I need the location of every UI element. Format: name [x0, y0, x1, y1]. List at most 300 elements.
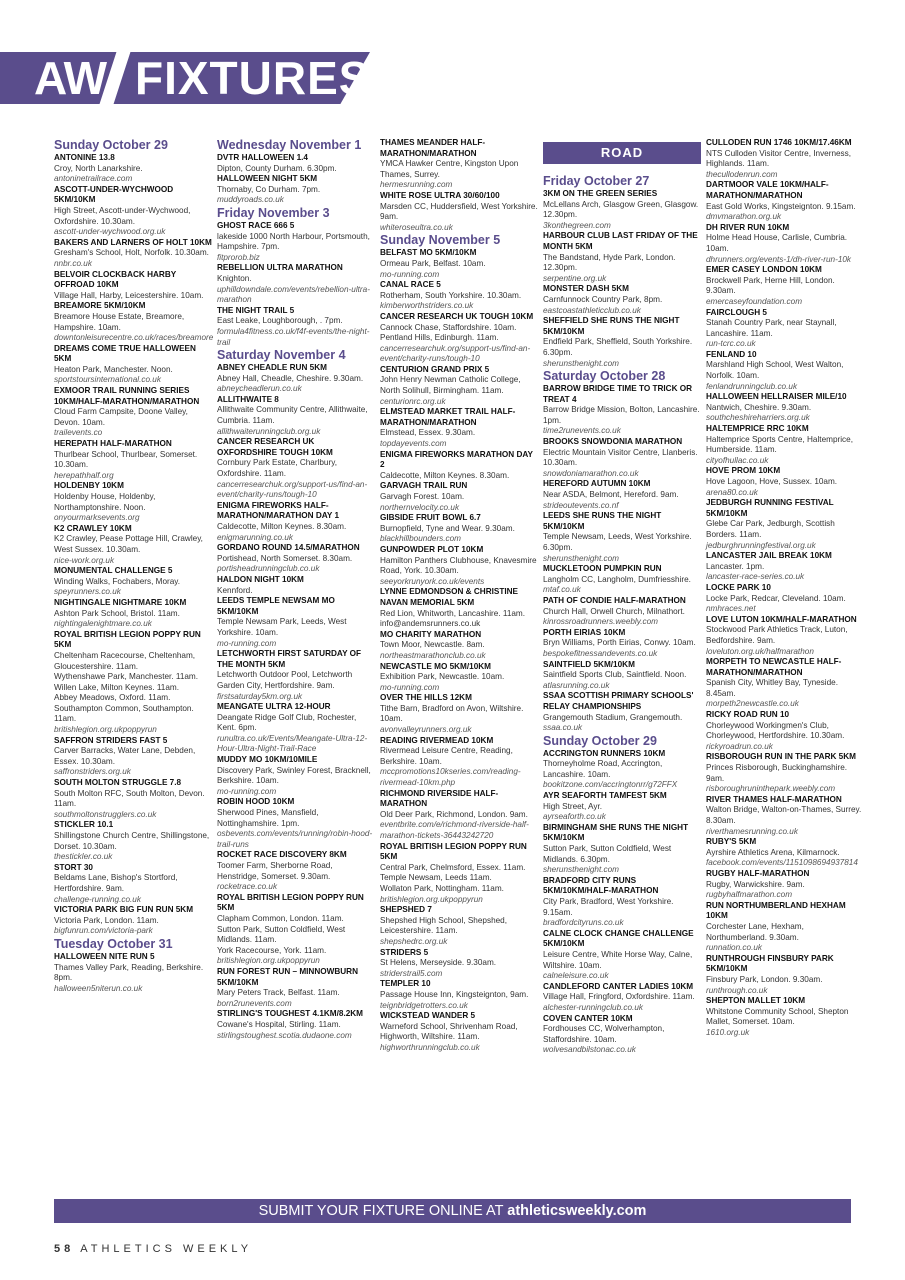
event-name: SOUTH MOLTON STRUGGLE 7.8	[54, 778, 182, 788]
event-name: MONUMENTAL CHALLENGE 5	[54, 566, 173, 576]
fixtures-column-5	[706, 138, 864, 1038]
event-url[interactable]: highworthrunningclub.co.uk	[380, 1042, 480, 1052]
event-name: SAINTFIELD 5KM/10KM	[543, 659, 635, 669]
event-name: WICKSTEAD WANDER 5	[380, 1011, 476, 1021]
event-name: SHEFFIELD SHE RUNS THE NIGHT 5KM/10KM	[543, 316, 680, 336]
event-url[interactable]: bespokefitnessandevents.co.uk	[543, 648, 658, 658]
event-url[interactable]: bookitzone.com/accringtonrr/g72FFX	[543, 780, 678, 790]
event-details: Caldecotte, Milton Keynes. 8.30am.	[217, 522, 347, 531]
event-details: Abney Hall, Cheadle, Cheshire. 9.30am.	[217, 373, 364, 383]
event-url[interactable]: fitprorob.biz	[217, 252, 260, 262]
event-url[interactable]: whiteroseultra.co.uk	[380, 222, 453, 232]
event-name: ENIGMA FIREWORKS HALF-MARATHON/MARATHON DAY 1	[217, 500, 340, 521]
event-name: FAIRCLOUGH 5	[706, 307, 767, 317]
event-details: Marsden CC, Huddersfield, West Yorkshire. 9am.	[380, 201, 538, 222]
date-heading: Friday November 3	[217, 205, 330, 220]
event-url[interactable]: cancerresearchuk.org/support-us/find-an-event/charity-runs/tough-10	[380, 343, 531, 364]
event-details: Thornaby, Co Durham. 7pm.	[217, 184, 321, 194]
event-details: Brockwell Park, Herne Hill, London. 9.30am.	[706, 275, 835, 296]
event-details: Stanah Country Park, near Staynall, Lancashire. 11am.	[706, 318, 837, 338]
event-details: NTS Culloden Visitor Centre, Inverness, Highlands. 11am.	[706, 148, 852, 169]
event-details: Warneford School, Shrivenham Road, Highworth, Wiltshire. 11am.	[380, 1021, 518, 1042]
fixtures-column-3	[380, 138, 538, 1053]
event-url[interactable]: runultra.co.uk/Events/Meangate-Ultra-12-Hour-Ultra-Night-Trail-Race	[217, 733, 368, 754]
event-name: MUDDY MO 10KM/10MILE	[217, 755, 318, 765]
event-url[interactable]: rugbyhalfmarathon.com	[706, 890, 793, 900]
event-details: Endfield Park, Sheffield, South Yorkshire. 6.30pm.	[543, 337, 693, 357]
event-name: FENLAND 10	[706, 349, 757, 359]
event-url[interactable]: blackhillbounders.com	[380, 534, 462, 544]
event-name: BIRMINGHAM SHE RUNS THE NIGHT 5KM/10KM	[543, 822, 689, 843]
event-name: RISBOROUGH RUN IN THE PARK 5KM	[706, 752, 856, 762]
submit-fixture-banner[interactable]	[54, 1199, 851, 1223]
event-url[interactable]: britishlegion.org.ukpoppyrun	[217, 956, 320, 966]
event-name: ROCKET RACE DISCOVERY 8KM	[217, 850, 347, 860]
event-details: Cowane's Hospital, Stirling. 11am.	[217, 1019, 341, 1029]
event-url[interactable]: serpentine.org.uk	[543, 273, 607, 283]
event-url[interactable]: speyrunners.co.uk	[54, 587, 121, 597]
event-name: CANAL RACE 5	[380, 280, 441, 290]
event-name: BELVOIR CLOCKBACK HARBY OFFROAD 10KM	[54, 269, 177, 290]
event-name: RUN NORTHUMBERLAND HEXHAM 10KM	[706, 900, 846, 921]
event-details: Rugby, Warwickshire. 9am.	[706, 879, 805, 889]
event-name: EXMOOR TRAIL RUNNING SERIES 10KM/HALF-MARATHON/MARATHON	[54, 386, 200, 406]
event-details: Carnfunnock Country Park, 8pm.	[543, 294, 663, 304]
event-url[interactable]: born2runevents.com	[217, 998, 292, 1008]
date-heading: Saturday November 4	[217, 348, 346, 363]
event-name: DARTMOOR VALE 10KM/HALF-MARATHON/MARATHON	[706, 180, 829, 200]
event-name: AYR SEAFORTH TAMFEST 5KM	[543, 791, 667, 801]
event-url[interactable]: ssaa.co.uk	[543, 723, 583, 733]
event-url[interactable]: britishlegion.org.ukpoppyrun	[54, 725, 157, 735]
event-details: info@andemsrunners.co.uk	[380, 619, 481, 629]
event-details: Electric Mountain Visitor Centre, Llanberis. 10.30am.	[543, 447, 698, 468]
event-name: EMER CASEY LONDON 10KM	[706, 265, 822, 275]
event-details: Hamilton Panthers Clubhouse, Knavesmire Road, York. 10.30am.	[380, 555, 537, 576]
event-url[interactable]: dhrunners.org/events-1/dh-river-run-10k	[706, 254, 852, 264]
event-details: Village Hall, Harby, Leicestershire. 10am.	[54, 290, 204, 300]
event-details: High Street, Ascott-under-Wychwood, Oxfordshire. 10.30am.	[54, 205, 191, 226]
event-url[interactable]: formula4fitness.co.uk/f4f-events/the-night-trail	[217, 326, 370, 347]
event-details: Breamore House Estate, Breamore, Hampshire. 10am.	[54, 311, 185, 332]
event-details: Passage House Inn, Kingsteignton, 9am.	[380, 989, 529, 999]
event-name: RUN FOREST RUN – MINNOWBURN 5KM/10KM	[217, 966, 359, 987]
event-url[interactable]: runnation.co.uk	[706, 943, 762, 953]
event-details: lakeside 1000 North Harbour, Portsmouth, Hampshire. 7pm.	[217, 231, 370, 252]
event-url[interactable]: portisheadrunningclub.co.uk	[217, 564, 320, 574]
event-name: MONSTER DASH 5KM	[543, 284, 629, 294]
event-name: GUNPOWDER PLOT 10KM	[380, 544, 484, 554]
event-details: South Molton RFC, South Molton, Devon. 11am.	[54, 788, 205, 809]
event-url[interactable]: mccpromotions10kseries.com/reading-rivermead-10km.php	[380, 767, 521, 788]
banner-brand: AW	[34, 52, 107, 104]
event-url[interactable]: riverthamesrunning.co.uk	[706, 826, 798, 836]
event-url[interactable]: emercaseyfoundation.com	[706, 296, 803, 306]
event-url[interactable]: uphilldowndale.com/events/rebellion-ultra-marathon	[217, 284, 370, 305]
event-name: SAFFRON STRIDERS FAST 5	[54, 735, 168, 745]
event-details: Thurlbear School, Thurlbear, Somerset. 10.30am.	[54, 449, 198, 470]
event-details: John Henry Newman Catholic College, North Solihull, Birmingham. 11am.	[380, 375, 521, 396]
event-url[interactable]: alchester-runningclub.co.uk	[543, 1002, 643, 1012]
event-url[interactable]: southmoltonstrugglers.co.uk	[54, 809, 157, 819]
event-url[interactable]: risboroughruninthepark.weebly.com	[706, 784, 836, 794]
event-url[interactable]: morpeth2newcastle.co.uk	[706, 699, 799, 709]
event-name: THE NIGHT TRAIL 5	[217, 305, 295, 315]
event-url[interactable]: sherunsthenight.com	[543, 553, 620, 563]
event-url[interactable]: saffronstriders.org.uk	[54, 767, 131, 777]
event-details: Town Moor, Newcastle. 8am.	[380, 640, 485, 650]
event-name: CULLODEN RUN 1746 10KM/17.46KM	[706, 138, 852, 147]
event-details: Mary Peters Track, Belfast. 11am.	[217, 988, 340, 998]
event-url[interactable]: abneycheadlerun.co.uk	[217, 384, 302, 394]
event-name: PATH OF CONDIE HALF-MARATHON	[543, 595, 686, 605]
event-url[interactable]: stirlingstoughest.scotia.dudaone.com	[217, 1030, 352, 1040]
event-url[interactable]: bradfordcityruns.co.uk	[543, 918, 624, 928]
event-details: Stockwood Park Athletics Track, Luton, Bedfordshire. 9am.	[706, 625, 848, 645]
event-name: RICKY ROAD RUN 10	[706, 710, 790, 720]
event-url[interactable]: lancaster-race-series.co.uk	[706, 572, 805, 582]
event-name: ASCOTT-UNDER-WYCHWOOD 5KM/10KM	[54, 184, 174, 205]
event-url[interactable]: run-tcrc.co.uk	[706, 339, 756, 349]
event-url[interactable]: time2runevents.co.uk	[543, 426, 621, 436]
event-name: COVEN CANTER 10KM	[543, 1013, 633, 1023]
event-details: Church Hall, Orwell Church, Milnathort.	[543, 606, 685, 616]
event-name: ANTONINE 13.8	[54, 153, 115, 162]
submit-text: SUBMIT YOUR FIXTURE ONLINE AT	[258, 1203, 508, 1219]
event-url[interactable]: striderstrail5.com	[380, 968, 443, 978]
event-url[interactable]: thecullodenrun.com	[706, 169, 778, 179]
event-details: Willen Lake, Milton Keynes. 11am.	[54, 682, 179, 692]
event-details: Chorleywood Workingmen's Club, Chorleywood, Hertfordshire. 10.30am.	[706, 720, 845, 741]
event-name: CANCER RESEARCH UK TOUGH 10KM	[380, 311, 534, 321]
fixtures-column-4	[543, 138, 701, 1056]
event-url[interactable]: centurionrc.org.uk	[380, 396, 446, 406]
fixtures-column-1	[54, 138, 212, 994]
event-details: Barrow Bridge Mission, Bolton, Lancashire. 1pm.	[543, 405, 700, 425]
event-url[interactable]: downtonleisurecentre.co.uk/races/breamore	[54, 333, 214, 343]
event-name: GIBSIDE FRUIT BOWL 6.7	[380, 513, 481, 523]
event-name: LOVE LUTON 10KM/HALF-MARATHON	[706, 614, 857, 624]
date-heading: Sunday November 5	[380, 233, 501, 248]
event-details: Fordhouses CC, Wolverhampton, Staffordshire. 10am.	[543, 1024, 665, 1044]
date-heading: Saturday October 28	[543, 369, 666, 384]
banner-title: FIXTURES	[135, 52, 371, 104]
event-details: East Gold Works, Kingsteignton. 9.15am.	[706, 201, 856, 211]
event-details: Grangemouth Stadium, Grangemouth.	[543, 712, 683, 722]
event-url[interactable]: calneleisure.co.uk	[543, 971, 609, 981]
fixtures-column-2	[217, 138, 375, 1041]
event-url[interactable]: arena80.co.uk	[706, 487, 758, 497]
event-url[interactable]: strideoutevents.co.nf	[543, 500, 619, 510]
event-url[interactable]: seeyorkrunyork.co.uk/events	[380, 576, 485, 586]
event-url[interactable]: topdayevents.com	[380, 439, 447, 449]
event-url[interactable]: sportstoursinternational.co.uk	[54, 375, 161, 385]
event-url[interactable]: jedburghrunningfestival.org.uk	[706, 540, 816, 550]
event-url[interactable]: 1610.org.uk	[706, 1027, 750, 1037]
event-details: Holme Head House, Carlisle, Cumbria. 10am.	[706, 233, 848, 253]
event-url[interactable]: britishlegion.org.ukpoppyrun	[380, 894, 483, 904]
event-name: LEEDS SHE RUNS THE NIGHT 5KM/10KM	[543, 511, 662, 531]
event-details: York Racecourse, York. 11am.	[217, 945, 327, 955]
event-url[interactable]: northeastmarathonclub.co.uk	[380, 650, 486, 660]
event-url[interactable]: teignbridgetrotters.co.uk	[380, 1000, 468, 1010]
event-name: DH RIVER RUN 10KM	[706, 222, 790, 232]
event-details: Thames Valley Park, Reading, Berkshire. 8pm.	[54, 962, 204, 983]
event-details: Allithwaite Community Centre, Allithwaite, Cumbria. 11am.	[217, 405, 368, 426]
date-heading: Wednesday November 1	[217, 138, 362, 152]
event-url[interactable]: dmvmarathon.org.uk	[706, 212, 782, 222]
event-url[interactable]: allithwaiterunningclub.org.uk	[217, 426, 321, 436]
event-details: Nantwich, Cheshire. 9.30am.	[706, 402, 812, 412]
event-details: East Leake, Loughborough, . 7pm.	[217, 316, 343, 326]
event-details: Leisure Centre, White Horse Way, Calne, Wiltshire. 10am.	[543, 949, 693, 970]
event-url[interactable]: ayrseaforth.co.uk	[543, 812, 606, 822]
event-details: Shepshed High School, Shepshed, Leicestershire. 11am.	[380, 915, 507, 936]
event-details: Near ASDA, Belmont, Hereford. 9am.	[543, 490, 679, 500]
event-details: Pentland Hills, Edinburgh. 11am.	[380, 333, 499, 343]
event-details: Discovery Park, Swinley Forest, Bracknell, Berkshire. 10am.	[217, 765, 371, 786]
event-url[interactable]: eventbrite.com/e/richmond-riverside-half-marathon-tickets-36443242720	[380, 820, 529, 840]
event-url[interactable]: nightingalenightmare.co.uk	[54, 619, 152, 629]
event-details: Deangate Ridge Golf Club, Rochester, Kent. 6pm.	[217, 712, 357, 733]
event-details: Abbey Meadows, Oxford. 11am.	[54, 693, 171, 703]
event-url[interactable]: challenge-running.co.uk	[54, 894, 141, 904]
event-url[interactable]: 3konthegreen.com	[543, 220, 611, 230]
event-details: Winding Walks, Fochabers, Moray.	[54, 576, 181, 586]
event-url[interactable]: osbevents.com/events/running/robin-hood-trail-runs	[217, 829, 373, 849]
event-name: LEEDS TEMPLE NEWSAM MO 5KM/10KM	[217, 596, 335, 616]
event-name: MORPETH TO NEWCASTLE HALF-MARATHON/MARATHON	[706, 657, 842, 677]
event-url[interactable]: kimberworthstriders.co.uk	[380, 301, 474, 311]
event-details: Wollaton Park, Nottingham. 11am.	[380, 883, 504, 893]
event-url[interactable]: mo-running.com	[380, 682, 440, 692]
event-details: Elmstead, Essex. 9.30am.	[380, 428, 476, 438]
event-name: HOLDENBY 10KM	[54, 481, 124, 491]
event-name: SHEPTON MALLET 10KM	[706, 996, 806, 1006]
event-url[interactable]: shepshedrc.org.uk	[380, 936, 448, 946]
event-name: OVER THE HILLS 12KM	[380, 693, 472, 703]
event-details: Rotherham, South Yorkshire. 10.30am.	[380, 290, 522, 300]
event-name: GARVAGH TRAIL RUN	[380, 481, 468, 491]
event-details: Corchester Lane, Hexham, Northumberland. 9.30am.	[706, 921, 804, 942]
event-details: K2 Crawley, Pease Pottage Hill, Crawley, West Sussex. 10.30am.	[54, 534, 203, 554]
event-details: Spanish City, Whitley Bay, Tyneside. 8.45am.	[706, 678, 838, 698]
date-heading: Friday October 27	[543, 174, 650, 188]
event-name: HEREFORD AUTUMN 10KM	[543, 479, 651, 489]
event-name: READING RIVERMEAD 10KM	[380, 735, 494, 745]
event-details: McLellans Arch, Glasgow Green, Glasgow. 12.30pm.	[543, 199, 699, 220]
event-name: DREAMS COME TRUE HALLOWEEN 5KM	[54, 343, 196, 364]
event-url[interactable]: northernvelocity.co.uk	[380, 502, 460, 512]
event-url[interactable]: nice-work.org.uk	[54, 555, 115, 565]
event-details: City Park, Bradford, West Yorkshire. 9.15am.	[543, 897, 674, 917]
event-details: High Street, Ayr.	[543, 801, 603, 811]
event-url[interactable]: hermesrunning.com	[380, 180, 453, 190]
event-name: CENTURION GRAND PRIX 5	[380, 364, 490, 374]
event-name: ROBIN HOOD 10KM	[217, 797, 295, 807]
event-details: St Helens, Merseyside. 9.30am.	[380, 958, 497, 968]
event-name: HARBOUR CLUB LAST FRIDAY OF THE MONTH 5KM	[543, 231, 698, 251]
event-name: NEWCASTLE MO 5KM/10KM	[380, 661, 491, 671]
date-heading: Tuesday October 31	[54, 936, 173, 951]
event-url[interactable]: rickyroadrun.co.uk	[706, 741, 773, 751]
event-name: HEREPATH HALF-MARATHON	[54, 439, 172, 449]
event-name: GORDANO ROUND 14.5/MARATHON	[217, 543, 360, 553]
event-url[interactable]: cancerresearchuk.org/support-us/find-an-event/charity-runs/tough-10	[217, 479, 368, 500]
event-url[interactable]: thestickler.co.uk	[54, 852, 113, 862]
event-details: Beldams Lane, Bishop's Stortford, Hertfordshire. 9am.	[54, 873, 178, 893]
event-url[interactable]: runthrough.co.uk	[706, 985, 768, 995]
event-details: Sutton Park, Sutton Coldfield, West Midlands. 11am.	[217, 924, 346, 945]
event-url[interactable]: enigmarunning.co.uk	[217, 532, 294, 542]
event-url[interactable]: rocketrace.co.uk	[217, 882, 278, 892]
event-name: LYNNE EDMONDSON & CHRISTINE NAVAN MEMORIAL 5KM	[380, 587, 518, 607]
event-name: CALNE CLOCK CHANGE CHALLENGE 5KM/10KM	[543, 928, 694, 949]
event-details: Lancaster. 1pm.	[706, 561, 765, 571]
event-details: Wythenshawe Park, Manchester. 11am.	[54, 672, 199, 682]
event-details: Victoria Park, London. 11am.	[54, 915, 159, 925]
event-details: Marshland High School, West Walton, Norfolk. 10am.	[706, 360, 844, 381]
event-url[interactable]: antoninetrailrace.com	[54, 174, 133, 184]
event-details: Thorneyholme Road, Accrington, Lancashire. 10am.	[543, 759, 663, 779]
event-name: BREAMORE 5KM/10KM	[54, 301, 146, 311]
page-number: 58	[54, 1243, 75, 1255]
event-url[interactable]: atlasrunning.co.uk	[543, 680, 610, 690]
event-url[interactable]: nmhraces.net	[706, 604, 756, 614]
event-name: LOCKE PARK 10	[706, 582, 771, 592]
event-details: Locke Park, Redcar, Cleveland. 10am.	[706, 593, 846, 603]
event-details: Temple Newsam, Leeds, West Yorkshire. 6.30pm.	[543, 532, 692, 552]
event-url[interactable]: nnbr.co.uk	[54, 258, 92, 268]
event-details: Cannock Chase, Staffordshire. 10am.	[380, 322, 517, 332]
event-name: WHITE ROSE ULTRA 30/60/100	[380, 190, 500, 200]
event-details: Dipton, County Durham. 6.30pm.	[217, 163, 337, 173]
event-url[interactable]: bigfunrun.com/victoria-park	[54, 926, 153, 936]
event-details: Haltemprice Sports Centre, Haltemprice, Humberside. 11am.	[706, 434, 853, 455]
event-url[interactable]: mo-running.com	[217, 786, 277, 796]
event-details: Saintfield Sports Club, Saintfield. Noon.	[543, 670, 687, 680]
event-details: Croy, North Lanarkshire.	[54, 163, 143, 173]
event-details: Exhibition Park, Newcastle. 10am.	[380, 672, 505, 682]
event-details: Langholm CC, Langholm, Dumfriesshire.	[543, 574, 691, 584]
event-name: ACCRINGTON RUNNERS 10KM	[543, 748, 666, 758]
event-url[interactable]: mo-running.com	[380, 269, 440, 279]
event-name: HALLOWEEN NITE RUN 5	[54, 951, 155, 961]
event-url[interactable]: loveluton.org.uk/halfmarathon	[706, 646, 814, 656]
event-name: ROYAL BRITISH LEGION POPPY RUN 5KM	[217, 892, 364, 913]
event-name: RIVER THAMES HALF-MARATHON	[706, 794, 842, 804]
event-details: Temple Newsam Park, Leeds, West Yorkshire. 10am.	[217, 617, 347, 637]
event-details: Red Lion, Whitworth, Lancashire. 11am.	[380, 608, 526, 618]
event-url[interactable]: fenlandrunningclub.co.uk	[706, 381, 798, 391]
event-url[interactable]: trailevents.co	[54, 428, 103, 438]
event-name: HALDON NIGHT 10KM	[217, 574, 304, 584]
event-details: Village Hall, Fringford, Oxfordshire. 11am.	[543, 992, 695, 1002]
event-url[interactable]: firstsaturday5km.org.uk	[217, 691, 303, 701]
event-url[interactable]: cityofhullac.co.uk	[706, 455, 769, 465]
event-name: K2 CRAWLEY 10KM	[54, 523, 132, 533]
event-name: BELFAST MO 5KM/10KM	[380, 248, 477, 258]
event-url[interactable]: muddyroads.co.uk	[217, 195, 284, 205]
event-details: Temple Newsam, Leeds 11am.	[380, 873, 492, 883]
event-name: 3KM ON THE GREEN SERIES	[543, 189, 658, 198]
event-name: CANCER RESEARCH UK OXFORDSHIRE TOUGH 10KM	[217, 437, 333, 457]
submit-site-link[interactable]: athleticsweekly.com	[507, 1203, 647, 1219]
event-url[interactable]: facebook.com/events/1151098694937814	[706, 858, 858, 868]
event-name: VICTORIA PARK BIG FUN RUN 5KM	[54, 905, 194, 915]
event-name: ELMSTEAD MARKET TRAIL HALF-MARATHON/MARATHON	[380, 407, 516, 427]
event-details: Caldecotte, Milton Keynes. 8.30am.	[380, 470, 510, 480]
event-name: HALTEMPRICE RRC 10KM	[706, 424, 809, 434]
event-details: Toomer Farm, Sherborne Road, Henstridge, Somerset. 9.30am.	[217, 861, 333, 881]
event-details: Whitstone Community School, Shepton Mallet, Somerset. 10am.	[706, 1006, 849, 1027]
event-details: Letchworth Outdoor Pool, Letchworth Garden City, Hertfordshire. 9am.	[217, 670, 353, 690]
event-name: STICKLER 10.1	[54, 820, 114, 830]
event-name: MUCKLETOON PUMPKIN RUN	[543, 564, 662, 574]
event-details: Southampton Common, Southampton. 11am.	[54, 703, 194, 724]
event-name: ROYAL BRITISH LEGION POPPY RUN 5KM	[380, 841, 527, 862]
event-details: Walton Bridge, Walton-on-Thames, Surrey. 8.30am.	[706, 805, 862, 825]
event-url[interactable]: sherunsthenight.com	[543, 358, 620, 368]
event-name: TEMPLER 10	[380, 979, 431, 989]
event-url[interactable]: onyourmarksevents.org	[54, 513, 140, 523]
event-name: CANDLEFORD CANTER LADIES 10KM	[543, 981, 694, 991]
event-details: Ormeau Park, Belfast. 10am.	[380, 258, 486, 268]
event-name: RUNTHROUGH FINSBURY PARK 5KM/10KM	[706, 953, 834, 974]
event-name: GHOST RACE 666 5	[217, 220, 295, 230]
event-url[interactable]: ascott-under-wychwood.org.uk	[54, 227, 166, 237]
event-name: RUGBY HALF-MARATHON	[706, 868, 810, 878]
event-url[interactable]: sherunsthenight.com	[543, 865, 620, 875]
event-name: RICHMOND RIVERSIDE HALF-MARATHON	[380, 788, 499, 809]
event-details: Ashton Park School, Bristol. 11am.	[54, 608, 180, 618]
event-details: Shillingstone Church Centre, Shillingstone, Dorset. 10.30am.	[54, 831, 210, 851]
event-name: SHEPSHED 7	[380, 905, 432, 915]
event-details: Heaton Park, Manchester. Noon.	[54, 364, 173, 374]
magazine-name: ATHLETICS WEEKLY	[80, 1243, 253, 1255]
event-details: Kennford.	[217, 585, 253, 595]
event-details: Princes Risborough, Buckinghamshire. 9am.	[706, 763, 848, 783]
event-url[interactable]: eastcoastathleticclub.co.uk	[543, 305, 641, 315]
event-name: RUBY'S 5KM	[706, 837, 757, 847]
event-name: BAKERS AND LARNERS OF HOLT 10KM	[54, 237, 212, 247]
event-name: STRIDERS 5	[380, 947, 429, 957]
event-details: Central Park, Chelmsford, Essex. 11am.	[380, 862, 526, 872]
event-url[interactable]: mo-running.com	[217, 638, 277, 648]
event-url[interactable]: herepathhalf.org	[54, 470, 114, 480]
event-name: BARROW BRIDGE TIME TO TRICK OR TREAT 4	[543, 384, 693, 404]
event-url[interactable]: snowdoniamarathon.co.uk	[543, 468, 639, 478]
event-url[interactable]: mtaf.co.uk	[543, 585, 581, 595]
event-details: Cheltenham Racecourse, Cheltenham, Gloucestershire. 11am.	[54, 650, 196, 671]
event-url[interactable]: halloween5niterun.co.uk	[54, 983, 143, 993]
event-url[interactable]: wolvesandbilstonac.co.uk	[543, 1045, 636, 1055]
date-heading: Sunday October 29	[54, 138, 168, 152]
event-details: Cloud Farm Campsite, Doone Valley, Devon. 10am.	[54, 407, 188, 427]
event-url[interactable]: kinrossroadrunners.weebly.com	[543, 617, 658, 627]
event-details: Portishead, North Somerset. 8.30am.	[217, 553, 353, 563]
event-details: Sutton Park, Sutton Coldfield, West Midlands. 6.30pm.	[543, 844, 672, 864]
event-name: ROYAL BRITISH LEGION POPPY RUN 5KM	[54, 629, 201, 650]
event-name: ALLITHWAITE 8	[217, 394, 279, 404]
event-details: Gresham's School, Holt, Norfolk. 10.30am.	[54, 248, 209, 258]
event-name: HALLOWEEN HELLRAISER MILE/10	[706, 392, 847, 402]
event-details: Bryn Williams, Porth Eirias, Conwy. 10am.	[543, 638, 696, 648]
event-url[interactable]: avonvalleyrunners.org.uk	[380, 725, 472, 735]
event-name: HALLOWEEN NIGHT 5KM	[217, 174, 318, 184]
event-name: BROOKS SNOWDONIA MARATHON	[543, 437, 683, 447]
event-url[interactable]: southcheshireharriers.org.uk	[706, 413, 810, 423]
